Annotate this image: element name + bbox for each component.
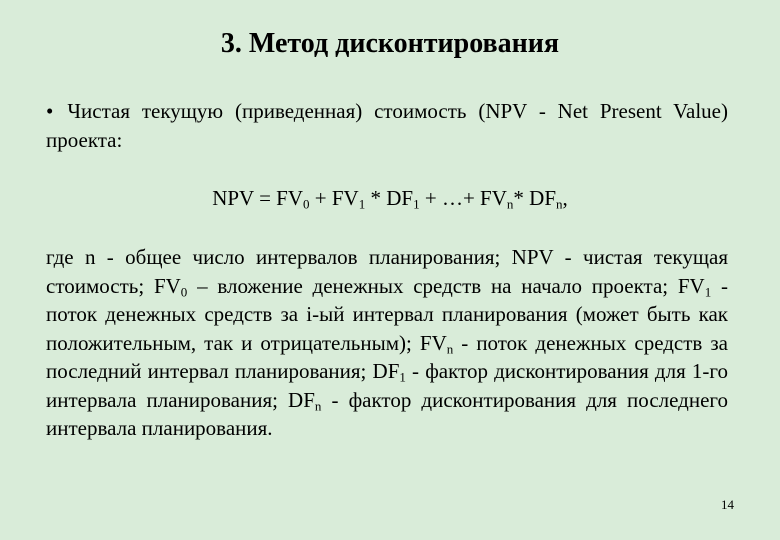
- formula-part: ,: [562, 186, 568, 210]
- definition-subscript: 0: [180, 284, 188, 300]
- formula-part: + FV: [309, 186, 359, 210]
- definition-subscript: n: [314, 398, 322, 414]
- formula-subscript: 1: [358, 196, 366, 212]
- bullet-text: Чистая текущую (приведенная) стоимость (NPV - Net Present Value) проекта:: [46, 99, 728, 152]
- definition-subscript: 1: [704, 284, 712, 300]
- formula-subscript: n: [506, 196, 514, 212]
- formula-part: * DF: [365, 186, 414, 210]
- definitions-paragraph: [46, 243, 728, 443]
- formula-part: NPV = FV: [212, 186, 304, 210]
- bullet-paragraph: [46, 97, 728, 154]
- formula-part: + …+ FV: [419, 186, 507, 210]
- formula-part: * DF: [513, 186, 557, 210]
- definition-text: – вложение денежных средств на начало проекта; FV: [187, 273, 705, 298]
- page-number: 14: [721, 497, 734, 512]
- definition-text: - поток денежных средств за последний интервал планирования; DF: [46, 330, 728, 383]
- definition-subscript: n: [446, 341, 454, 357]
- npv-formula: [0, 186, 780, 211]
- definition-text: - поток денежных средств за i-ый интервал планирования (может быть как положительным, так и отрицательным); FV: [46, 273, 728, 355]
- formula-subscript: 0: [303, 196, 310, 212]
- formula-subscript: 1: [413, 196, 420, 212]
- definition-text: - фактор дисконтирования для последнего интервала планирования.: [46, 387, 728, 440]
- definition-subscript: 1: [399, 369, 406, 385]
- definition-text: - фактор дисконтирования для 1-го интервала планирования; DF: [46, 359, 728, 412]
- formula-subscript: n: [556, 196, 563, 212]
- definition-text: где n - общее число интервалов планирования; NPV - чистая текущая стоимость; FV: [46, 245, 728, 298]
- bullet-marker: •: [46, 99, 54, 123]
- slide-title: 3. Метод дисконтирования: [220, 28, 560, 59]
